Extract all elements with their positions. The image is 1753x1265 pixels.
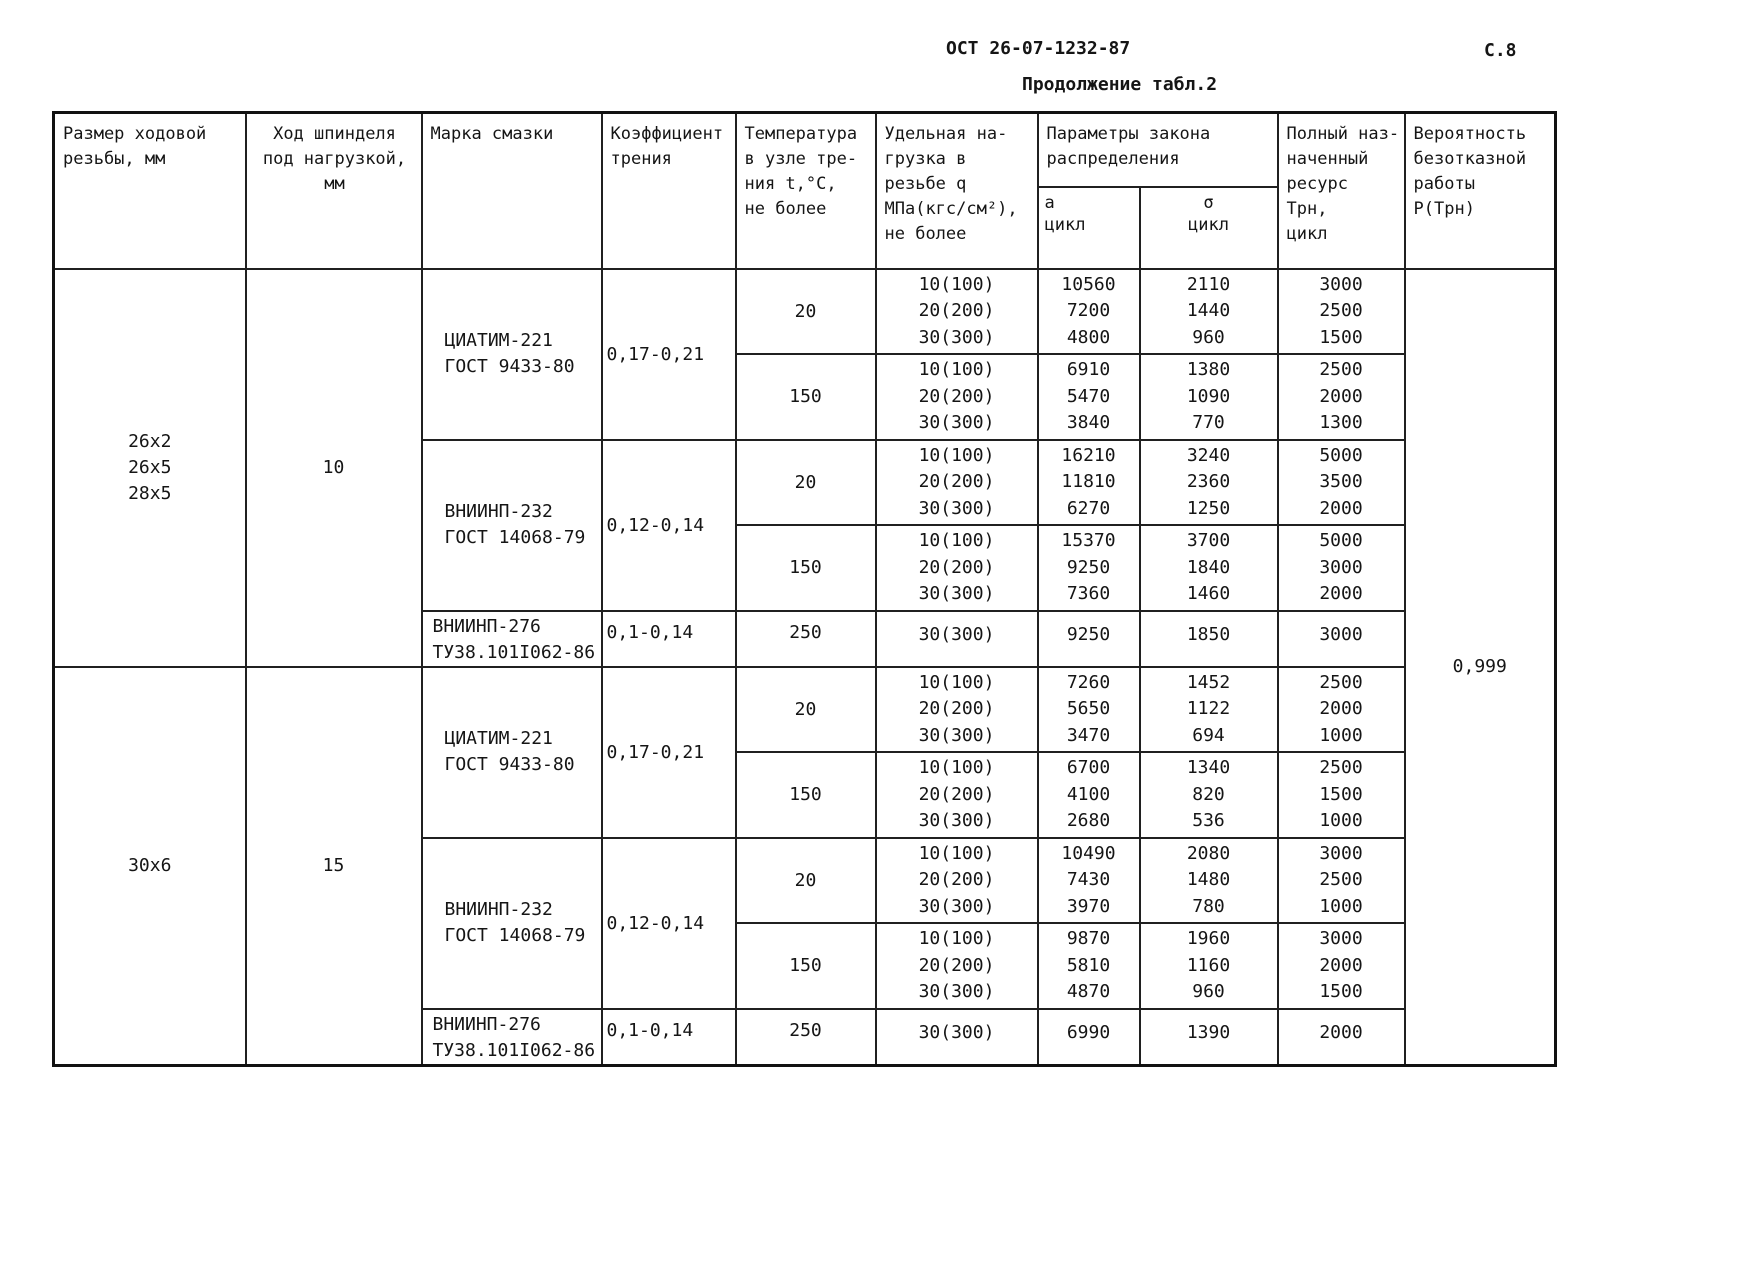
resource-cell (1278, 923, 1405, 1009)
sigma-value: 780 (1192, 895, 1225, 917)
header-line: Удельная на- (884, 124, 1008, 144)
a-cell (1038, 354, 1140, 440)
header-line: грузка в (884, 149, 967, 169)
a-value: 3840 (1066, 412, 1111, 433)
load-value: 20(200) (918, 869, 995, 890)
sigma-value: 1960 (1186, 928, 1231, 949)
header-line: цикл (1286, 224, 1328, 244)
sigma-value: 1460 (1186, 583, 1231, 604)
sigma-value: 1850 (1186, 623, 1231, 645)
header-line: P(Трн) (1413, 199, 1475, 219)
resource-cell (1278, 440, 1405, 526)
resource-cell (1278, 269, 1405, 355)
friction-cell: 0,17-0,21 (602, 667, 736, 838)
table-continuation-caption: Продолжение табл.2 (1022, 74, 1218, 95)
lubricant-cell (422, 667, 602, 838)
load-value: 30(300) (918, 981, 995, 1002)
a-value: 16210 (1061, 444, 1116, 466)
thread-size-value: 28х5 (128, 482, 172, 504)
sigma-value: 960 (1192, 326, 1225, 348)
a-cell (1038, 440, 1140, 526)
temperature-cell: 150 (736, 354, 876, 440)
resource-value: 1500 (1319, 326, 1363, 348)
temperature-cell: 250 (736, 611, 876, 667)
resource-value: 2500 (1319, 757, 1363, 778)
load-value: 30(300) (918, 412, 995, 433)
a-value: 7260 (1066, 671, 1111, 693)
load-value: 20(200) (918, 954, 995, 976)
a-value: 5810 (1066, 954, 1111, 976)
header-line: Параметры закона (1046, 124, 1211, 144)
load-value: 30(300) (918, 724, 995, 746)
thread-size-value: 26х2 (128, 430, 172, 452)
friction-cell: 0,1-0,14 (602, 611, 736, 667)
a-value: 3970 (1066, 895, 1111, 917)
resource-cell (1278, 667, 1405, 753)
friction-cell: 0,17-0,21 (602, 269, 736, 440)
resource-cell (1278, 838, 1405, 924)
a-cell (1038, 667, 1140, 753)
header-line: Ход шпинделя (273, 124, 396, 144)
load-cell (876, 354, 1038, 440)
resource-value: 2000 (1319, 1021, 1363, 1043)
sigma-cell (1140, 525, 1278, 611)
header-line: а (1044, 192, 1055, 213)
resource-value: 2000 (1319, 583, 1363, 604)
load-value: 20(200) (918, 300, 995, 321)
resource-value: 3500 (1319, 471, 1363, 492)
resource-value: 2500 (1319, 359, 1363, 380)
load-value: 10(100) (918, 842, 995, 864)
table-row (54, 269, 1556, 355)
load-value: 20(200) (918, 783, 995, 805)
thread-size-cell (54, 269, 246, 667)
load-value: 10(100) (918, 444, 995, 466)
header-lubricant (422, 113, 602, 269)
spindle-travel-cell: 10 (246, 269, 422, 667)
resource-cell (1278, 354, 1405, 440)
sigma-value: 1160 (1186, 954, 1231, 976)
lubricant-name-line: ГОСТ 9433-80 (444, 754, 575, 775)
load-value: 10(100) (918, 757, 995, 778)
load-value: 10(100) (918, 928, 995, 949)
load-value: 30(300) (918, 1021, 995, 1043)
resource-value: 3000 (1319, 623, 1363, 645)
thread-size-value: 26х5 (128, 456, 172, 478)
resource-value: 2000 (1319, 497, 1363, 519)
header-line: работы (1413, 174, 1475, 194)
sigma-value: 1390 (1186, 1021, 1231, 1043)
a-cell (1038, 838, 1140, 924)
resource-cell (1278, 1009, 1405, 1066)
load-cell (876, 269, 1038, 355)
a-value: 7360 (1066, 583, 1111, 604)
a-cell (1038, 611, 1140, 667)
load-value: 20(200) (918, 698, 995, 719)
a-value: 10490 (1061, 842, 1116, 864)
header-distribution (1038, 113, 1278, 187)
resource-value: 3000 (1319, 273, 1363, 295)
lubricant-name-line: ТУ38.101I062-86 (432, 641, 596, 663)
load-value: 20(200) (918, 471, 995, 492)
header-resource (1278, 113, 1405, 269)
sigma-cell (1140, 269, 1278, 355)
resource-value: 2000 (1319, 954, 1363, 976)
temperature-cell: 20 (736, 838, 876, 924)
load-cell (876, 752, 1038, 838)
load-value: 10(100) (918, 671, 995, 693)
load-value: 30(300) (918, 583, 995, 604)
lubricant-resource-table (52, 111, 1557, 1067)
sigma-value: 1840 (1186, 556, 1231, 578)
header-line: Размер ходовой (63, 124, 207, 144)
lubricant-name-line: ЦИАТИМ-221 (444, 330, 553, 351)
resource-cell (1278, 611, 1405, 667)
header-line: Вероятность (1413, 124, 1527, 144)
sigma-cell (1140, 667, 1278, 753)
lubricant-name-line: ВНИИНП-276 (432, 615, 541, 637)
load-cell (876, 525, 1038, 611)
resource-value: 3000 (1319, 556, 1363, 578)
document-code: ОСТ 26-07-1232-87 (946, 38, 1131, 59)
lubricant-name-line: ГОСТ 14068-79 (444, 527, 586, 548)
resource-value: 1000 (1319, 895, 1363, 917)
header-friction (602, 113, 736, 269)
header-thread-size (54, 113, 246, 269)
sigma-value: 960 (1192, 981, 1225, 1002)
a-value: 4100 (1066, 783, 1111, 805)
a-value: 6700 (1066, 757, 1111, 778)
friction-cell: 0,1-0,14 (602, 1009, 736, 1066)
resource-value: 1500 (1319, 783, 1363, 805)
header-line: не более (744, 199, 827, 219)
load-cell (876, 838, 1038, 924)
sigma-value: 1340 (1186, 757, 1231, 778)
a-value: 11810 (1061, 471, 1116, 492)
friction-cell: 0,12-0,14 (602, 440, 736, 611)
temperature-cell: 20 (736, 269, 876, 355)
sigma-cell (1140, 354, 1278, 440)
lubricant-name-line: ВНИИНП-276 (432, 1013, 541, 1035)
load-value: 20(200) (918, 385, 995, 407)
load-cell (876, 1009, 1038, 1066)
load-value: 10(100) (918, 273, 995, 295)
temperature-cell: 20 (736, 440, 876, 526)
load-value: 30(300) (918, 326, 995, 348)
header-line: в узле тре- (744, 149, 858, 169)
resource-value: 5000 (1319, 444, 1363, 466)
header-line: МПа(кгс/см²), (884, 199, 1018, 219)
resource-value: 3000 (1319, 842, 1363, 864)
page-number: С.8 (1484, 40, 1517, 61)
load-value: 30(300) (918, 895, 995, 917)
header-spindle-travel (246, 113, 422, 269)
header-line: Коэффициент (610, 124, 724, 144)
lubricant-cell (422, 838, 602, 1009)
sigma-value: 770 (1192, 412, 1225, 433)
resource-value: 2000 (1319, 385, 1363, 407)
resource-value: 2500 (1319, 300, 1363, 321)
sigma-value: 694 (1192, 724, 1225, 746)
header-temperature (736, 113, 876, 269)
sigma-value: 1452 (1186, 671, 1231, 693)
lubricant-name-line: ВНИИНП-232 (444, 501, 553, 522)
header-line: ния t,°C, (744, 174, 837, 194)
a-value: 15370 (1061, 530, 1116, 551)
a-value: 4800 (1066, 326, 1111, 348)
sigma-cell (1140, 752, 1278, 838)
lubricant-cell (422, 440, 602, 611)
lubricant-name-line: ГОСТ 9433-80 (444, 356, 575, 377)
load-cell (876, 667, 1038, 753)
a-value: 5650 (1066, 698, 1111, 719)
lubricant-cell (422, 611, 602, 667)
friction-cell: 0,12-0,14 (602, 838, 736, 1009)
a-cell (1038, 1009, 1140, 1066)
load-value: 30(300) (918, 810, 995, 831)
a-value: 7200 (1066, 300, 1111, 321)
load-cell (876, 611, 1038, 667)
temperature-cell: 150 (736, 525, 876, 611)
temperature-cell: 150 (736, 752, 876, 838)
resource-cell (1278, 752, 1405, 838)
header-line: σ (1203, 192, 1214, 213)
load-value: 30(300) (918, 497, 995, 519)
header-a (1038, 187, 1140, 269)
a-value: 6990 (1066, 1021, 1111, 1043)
header-line: цикл (1044, 214, 1086, 235)
load-value: 10(100) (918, 359, 995, 380)
lubricant-cell (422, 1009, 602, 1066)
resource-value: 1000 (1319, 724, 1363, 746)
a-cell (1038, 525, 1140, 611)
header-line: резьбе q (884, 174, 967, 194)
spindle-travel-cell: 15 (246, 667, 422, 1066)
table-body (54, 269, 1556, 1066)
sigma-cell (1140, 1009, 1278, 1066)
a-value: 6270 (1066, 497, 1111, 519)
a-value: 2680 (1066, 810, 1111, 831)
header-line: мм (324, 174, 345, 194)
resource-value: 1500 (1319, 981, 1363, 1002)
header-line: распределения (1046, 149, 1180, 169)
header-line: Марка смазки (430, 124, 554, 144)
lubricant-name-line: ВНИИНП-232 (444, 899, 553, 920)
resource-value: 5000 (1319, 530, 1363, 551)
a-cell (1038, 923, 1140, 1009)
header-line: не более (884, 224, 967, 244)
sigma-value: 820 (1192, 783, 1225, 805)
a-value: 9250 (1066, 623, 1111, 645)
resource-value: 2000 (1319, 698, 1363, 719)
resource-value: 1000 (1319, 810, 1363, 831)
sigma-value: 1122 (1186, 698, 1231, 719)
temperature-cell: 250 (736, 1009, 876, 1066)
resource-value: 2500 (1319, 671, 1363, 693)
a-cell (1038, 752, 1140, 838)
thread-size-value: 30х6 (128, 854, 172, 876)
sigma-value: 3240 (1186, 444, 1231, 466)
lubricant-name-line: ЦИАТИМ-221 (444, 728, 553, 749)
header-line: ресурс (1286, 174, 1348, 194)
a-value: 5470 (1066, 385, 1111, 407)
resource-value: 1300 (1319, 412, 1363, 433)
load-value: 10(100) (918, 530, 995, 551)
temperature-cell: 20 (736, 667, 876, 753)
sigma-value: 2360 (1186, 471, 1231, 492)
header-load (876, 113, 1038, 269)
resource-cell (1278, 525, 1405, 611)
sigma-cell (1140, 838, 1278, 924)
sigma-value: 1480 (1186, 869, 1231, 890)
a-value: 9250 (1066, 556, 1111, 578)
load-value: 30(300) (918, 623, 995, 645)
sigma-value: 3700 (1186, 530, 1231, 551)
table-row (54, 667, 1556, 753)
header-line: под нагрузкой, (262, 149, 407, 169)
sigma-value: 536 (1192, 810, 1225, 831)
lubricant-name-line: ТУ38.101I062-86 (432, 1039, 596, 1061)
probability-cell: 0,999 (1405, 269, 1556, 1066)
a-cell (1038, 269, 1140, 355)
header-line: резьбы, мм (63, 149, 166, 169)
a-value: 3470 (1066, 724, 1111, 746)
header-probability (1405, 113, 1556, 269)
sigma-value: 2080 (1186, 842, 1231, 864)
load-value: 20(200) (918, 556, 995, 578)
sigma-cell (1140, 440, 1278, 526)
a-value: 10560 (1061, 273, 1116, 295)
header-line: трения (610, 149, 672, 169)
header-line: цикл (1188, 214, 1229, 235)
resource-value: 3000 (1319, 928, 1363, 949)
sigma-cell (1140, 923, 1278, 1009)
header-line: Полный наз- (1286, 124, 1400, 144)
header-line: безотказной (1413, 149, 1527, 169)
sigma-value: 1090 (1186, 385, 1231, 407)
header-line: наченный (1286, 149, 1369, 169)
header-line: Трн, (1286, 199, 1328, 219)
a-value: 7430 (1066, 869, 1111, 890)
sigma-value: 1440 (1186, 300, 1231, 321)
lubricant-cell (422, 269, 602, 440)
load-cell (876, 923, 1038, 1009)
header-line: Температура (744, 124, 858, 144)
sigma-value: 1250 (1186, 497, 1231, 519)
a-value: 6910 (1066, 359, 1111, 380)
a-value: 9870 (1066, 928, 1111, 949)
sigma-value: 2110 (1186, 273, 1231, 295)
a-value: 4870 (1066, 981, 1111, 1002)
resource-value: 2500 (1319, 869, 1363, 890)
header-sigma (1140, 187, 1278, 269)
sigma-value: 1380 (1186, 359, 1231, 380)
lubricant-name-line: ГОСТ 14068-79 (444, 925, 586, 946)
thread-size-cell (54, 667, 246, 1066)
load-cell (876, 440, 1038, 526)
temperature-cell: 150 (736, 923, 876, 1009)
sigma-cell (1140, 611, 1278, 667)
